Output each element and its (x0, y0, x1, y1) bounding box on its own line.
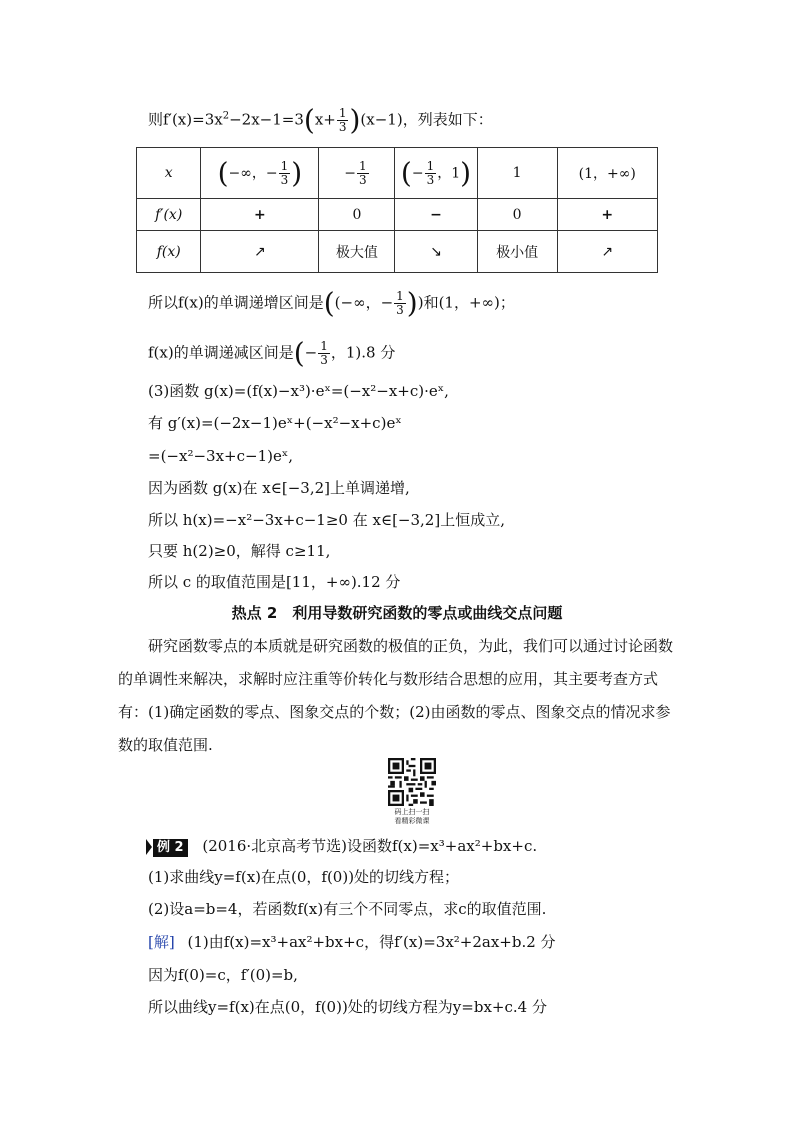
intro-paragraph: 研究函数零点的本质就是研究函数的极值的正负，为此，我们可以通过讨论函数的单调性来解决，求解时应注重等价转化与数形结合思想的应用，其主要考查方式有：(1)确定函数的零点、图象交点的个数；(2)由函数的零点、图象交点的情况求参数的取值范围. (118, 637, 674, 754)
monotonicity-table (136, 147, 658, 273)
solution-start-line (148, 932, 556, 952)
intro-tail: (x−1)，列表如下： (360, 110, 493, 129)
solution-step-2: 因为f(0)=c，f′(0)=b, (148, 966, 298, 984)
text: f(x)的单调递减区间是 (148, 343, 294, 362)
table-cell-interval-2: (− $\frac{1}{3}$ ，1) (395, 148, 477, 199)
example-source-line (146, 836, 537, 857)
intro-prefix: 则f′(x)=3x (148, 110, 223, 129)
solution-step-1: (1)由f(x)=x³+ax²+bx+c，得f′(x)=3x²+2ax+b.2 分 (187, 933, 556, 951)
increasing-arrow-icon: ↗ (201, 231, 319, 273)
table-cell: 0 (477, 199, 557, 231)
solution-line: 只要 h(2)≥0，解得 c≥11, (148, 542, 331, 560)
text: )和(1，+∞)； (417, 293, 515, 312)
question-1: (1)求曲线y=f(x)在点(0，f(0))处的切线方程； (148, 868, 460, 886)
solution-label: [解] (148, 933, 175, 951)
solution-line: 有 g′(x)=(−2x−1)eˣ+(−x²−x+c)eˣ (148, 414, 402, 432)
solution-line: (3)函数 g(x)=(f(x)−x³)·eˣ=(−x²−x+c)·eˣ, (148, 382, 449, 400)
table-cell: x (137, 148, 201, 199)
qr-caption-1: 码上扫一扫 (394, 808, 430, 816)
intro-fraction: $\frac{1}{3}$ (338, 106, 347, 134)
table-cell: 极大值 (319, 231, 395, 273)
table-cell: (1，+∞) (557, 148, 657, 199)
table-cell: − (395, 199, 477, 231)
table-cell: f′(x) (137, 199, 201, 231)
table-row-x (137, 148, 658, 199)
solution-line: =(−x²−3x+c−1)eˣ, (148, 447, 293, 465)
table-cell: + (201, 199, 319, 231)
qr-code-icon[interactable] (388, 758, 436, 806)
question-2: (2)设a=b=4，若函数f(x)有三个不同零点，求c的取值范围. (148, 900, 547, 918)
table-row-fprime (137, 199, 658, 231)
example-tag: 例 2 (153, 839, 188, 857)
solution-line: 所以 c 的取值范围是[11，+∞).12 分 (148, 573, 401, 591)
table-cell: + (557, 199, 657, 231)
intro-sup: 2 (222, 110, 230, 122)
increasing-interval-line: 所以f(x)的单调递增区间是((−∞，− $\frac{1}{3}$ ))和(1，+∞)； (148, 286, 515, 320)
intro-x-plus: x+ (314, 110, 336, 129)
intro-mid: −2x−1=3 (229, 110, 304, 129)
intro-formula-line: 则$f'(x)=3x^2-2x-1=3(x+$ $\frac{1}{3}$ )(x−1)，列表如下： (148, 103, 493, 137)
section-heading: 热点 2 利用导数研究函数的零点或曲线交点问题 (231, 604, 563, 622)
solution-line: 因为函数 g(x)在 x∈[−3,2]上单调递增, (148, 479, 410, 497)
table-cell: f(x) (137, 231, 201, 273)
table-cell: 极小值 (477, 231, 557, 273)
example-marker-icon (146, 839, 152, 855)
text: 所以f(x)的单调递增区间是 (148, 293, 324, 312)
table-cell-neg-third: − $\frac{1}{3}$ (319, 148, 395, 199)
table-cell: 0 (319, 199, 395, 231)
table-row-f (137, 231, 658, 273)
text: ，1).8 分 (330, 343, 396, 362)
text: (−∞，− (334, 293, 394, 312)
solution-line: 所以 h(x)=−x²−3x+c−1≥0 在 x∈[−3,2]上恒成立, (148, 511, 505, 529)
qr-caption-2: 看精彩微课 (394, 817, 430, 825)
solution-step-3: 所以曲线y=f(x)在点(0，f(0))处的切线方程为y=bx+c.4 分 (148, 998, 547, 1016)
decreasing-arrow-icon: ↘ (395, 231, 477, 273)
table-cell-interval-1: (−∞，− $\frac{1}{3}$ ) (201, 148, 319, 199)
decreasing-interval-line: f(x)的单调递减区间是(− $\frac{1}{3}$ ，1).8 分 (148, 336, 396, 370)
table-cell: 1 (477, 148, 557, 199)
example-source: (2016·北京高考节选)设函数f(x)=x³+ax²+bx+c. (202, 837, 538, 855)
increasing-arrow-icon: ↗ (557, 231, 657, 273)
